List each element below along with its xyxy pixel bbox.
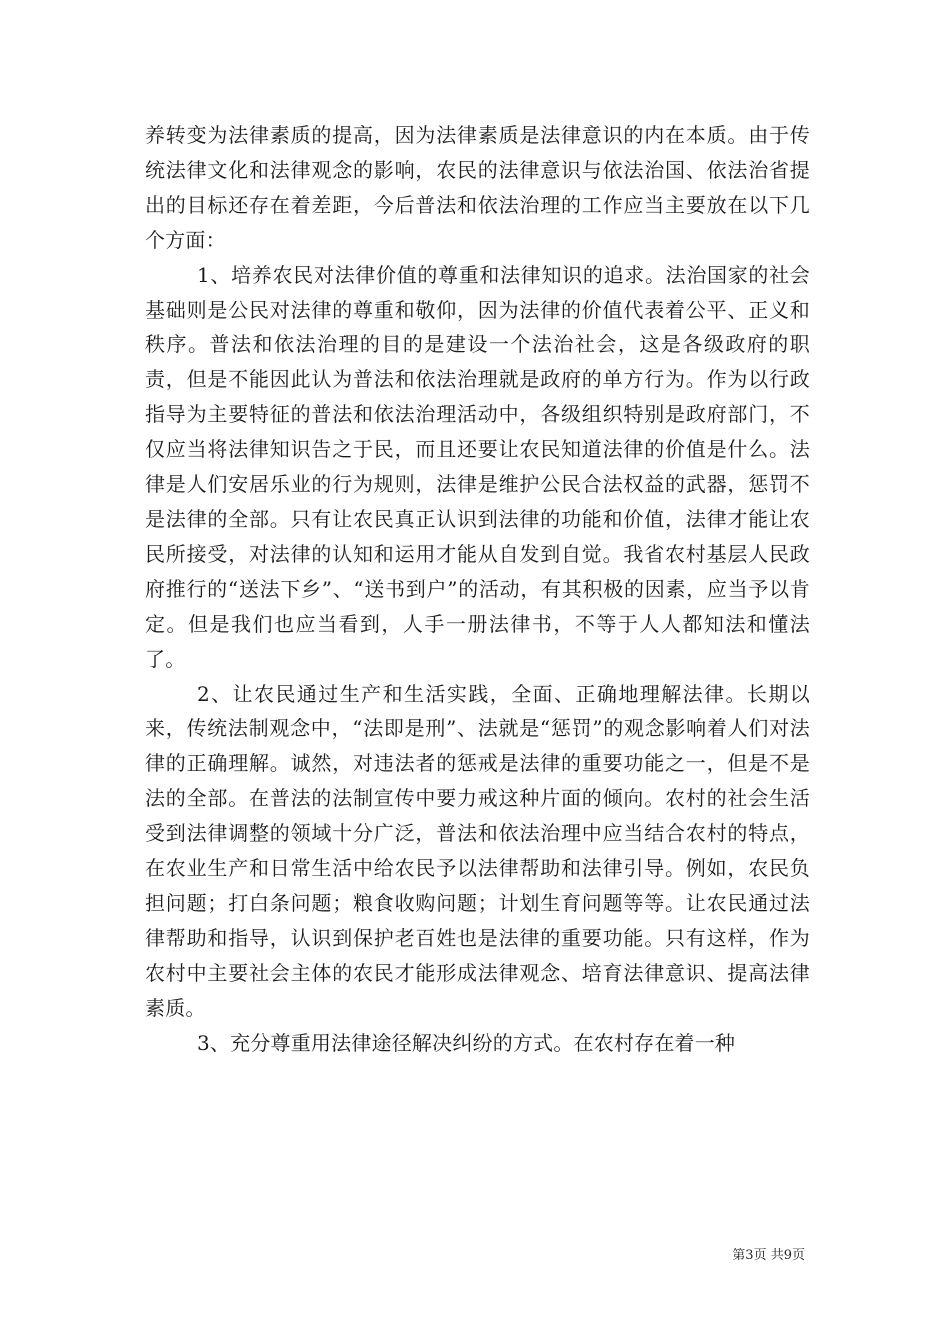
paragraph-point-3: 3、充分尊重用法律途径解决纠纷的方式。在农村存在着一种 xyxy=(197,1030,736,1055)
paragraph-point-2: 2、让农民通过生产和生活实践，全面、正确地理解法律。长期以来，传统法制观念中，“法即是刑”、法就是“惩罚”的观念影响着人们对法律的正确理解。诚然，对违法者的惩戒是法律的重要功能之一，但是不是法的全部。在普法的法制宣传中要力戒这种片面的倾向。农村的社会生活受到法律调整的领域十分广泛，普法和依法治理中应当结合农村的特点，在农业生产和日常生活中给农民予以法律帮助和法律引导。例如，农民负担问题；打白条问题；粮食收购问题；计划生育问题等等。让农民通过法律帮助和指导，认识到保护老百姓也是法律的重要功能。只有这样，作为农村中主要社会主体的农民才能形成法律观念、培育法律意识、提高法律素质。 xyxy=(145,681,810,1020)
footer-total-pages: 9 xyxy=(783,1248,792,1263)
body-text xyxy=(145,118,810,1060)
paragraph-intro: 养转变为法律素质的提高，因为法律素质是法律意识的内在本质。由于传统法律文化和法律观念的影响，农民的法律意识与依法治国、依法治省提出的目标还存在着差距，今后普法和依法治理的工作应当主要放在以下几个方面： xyxy=(145,123,810,252)
footer-prefix: 第 xyxy=(732,1248,746,1263)
page-number-footer xyxy=(732,1248,805,1264)
paragraph-point-1: 1、培养农民对法律价值的尊重和法律知识的追求。法治国家的社会基础则是公民对法律的尊重和敬仰，因为法律的价值代表着公平、正义和秩序。普法和依法治理的目的是建设一个法治社会，这是各级政府的职责，但是不能因此认为普法和依法治理就是政府的单方行为。作为以行政指导为主要特征的普法和依法治理活动中，各级组织特别是政府部门，不仅应当将法律知识告之于民，而且还要让农民知道法律的价值是什么。法律是人们安居乐业的行为规则，法律是维护公民合法权益的武器，惩罚不是法律的全部。只有让农民真正认识到法律的功能和价值，法律才能让农民所接受，对法律的认知和运用才能从自发到自觉。我省农村基层人民政府推行的“送法下乡”、“送书到户”的活动，有其积极的因素，应当予以肯定。但是我们也应当看到，人手一册法律书，不等于人人都知法和懂法了。 xyxy=(145,262,810,671)
footer-current-page: 3 xyxy=(745,1248,754,1263)
footer-suffix: 页 xyxy=(791,1248,805,1263)
footer-middle: 页 共 xyxy=(753,1248,784,1263)
